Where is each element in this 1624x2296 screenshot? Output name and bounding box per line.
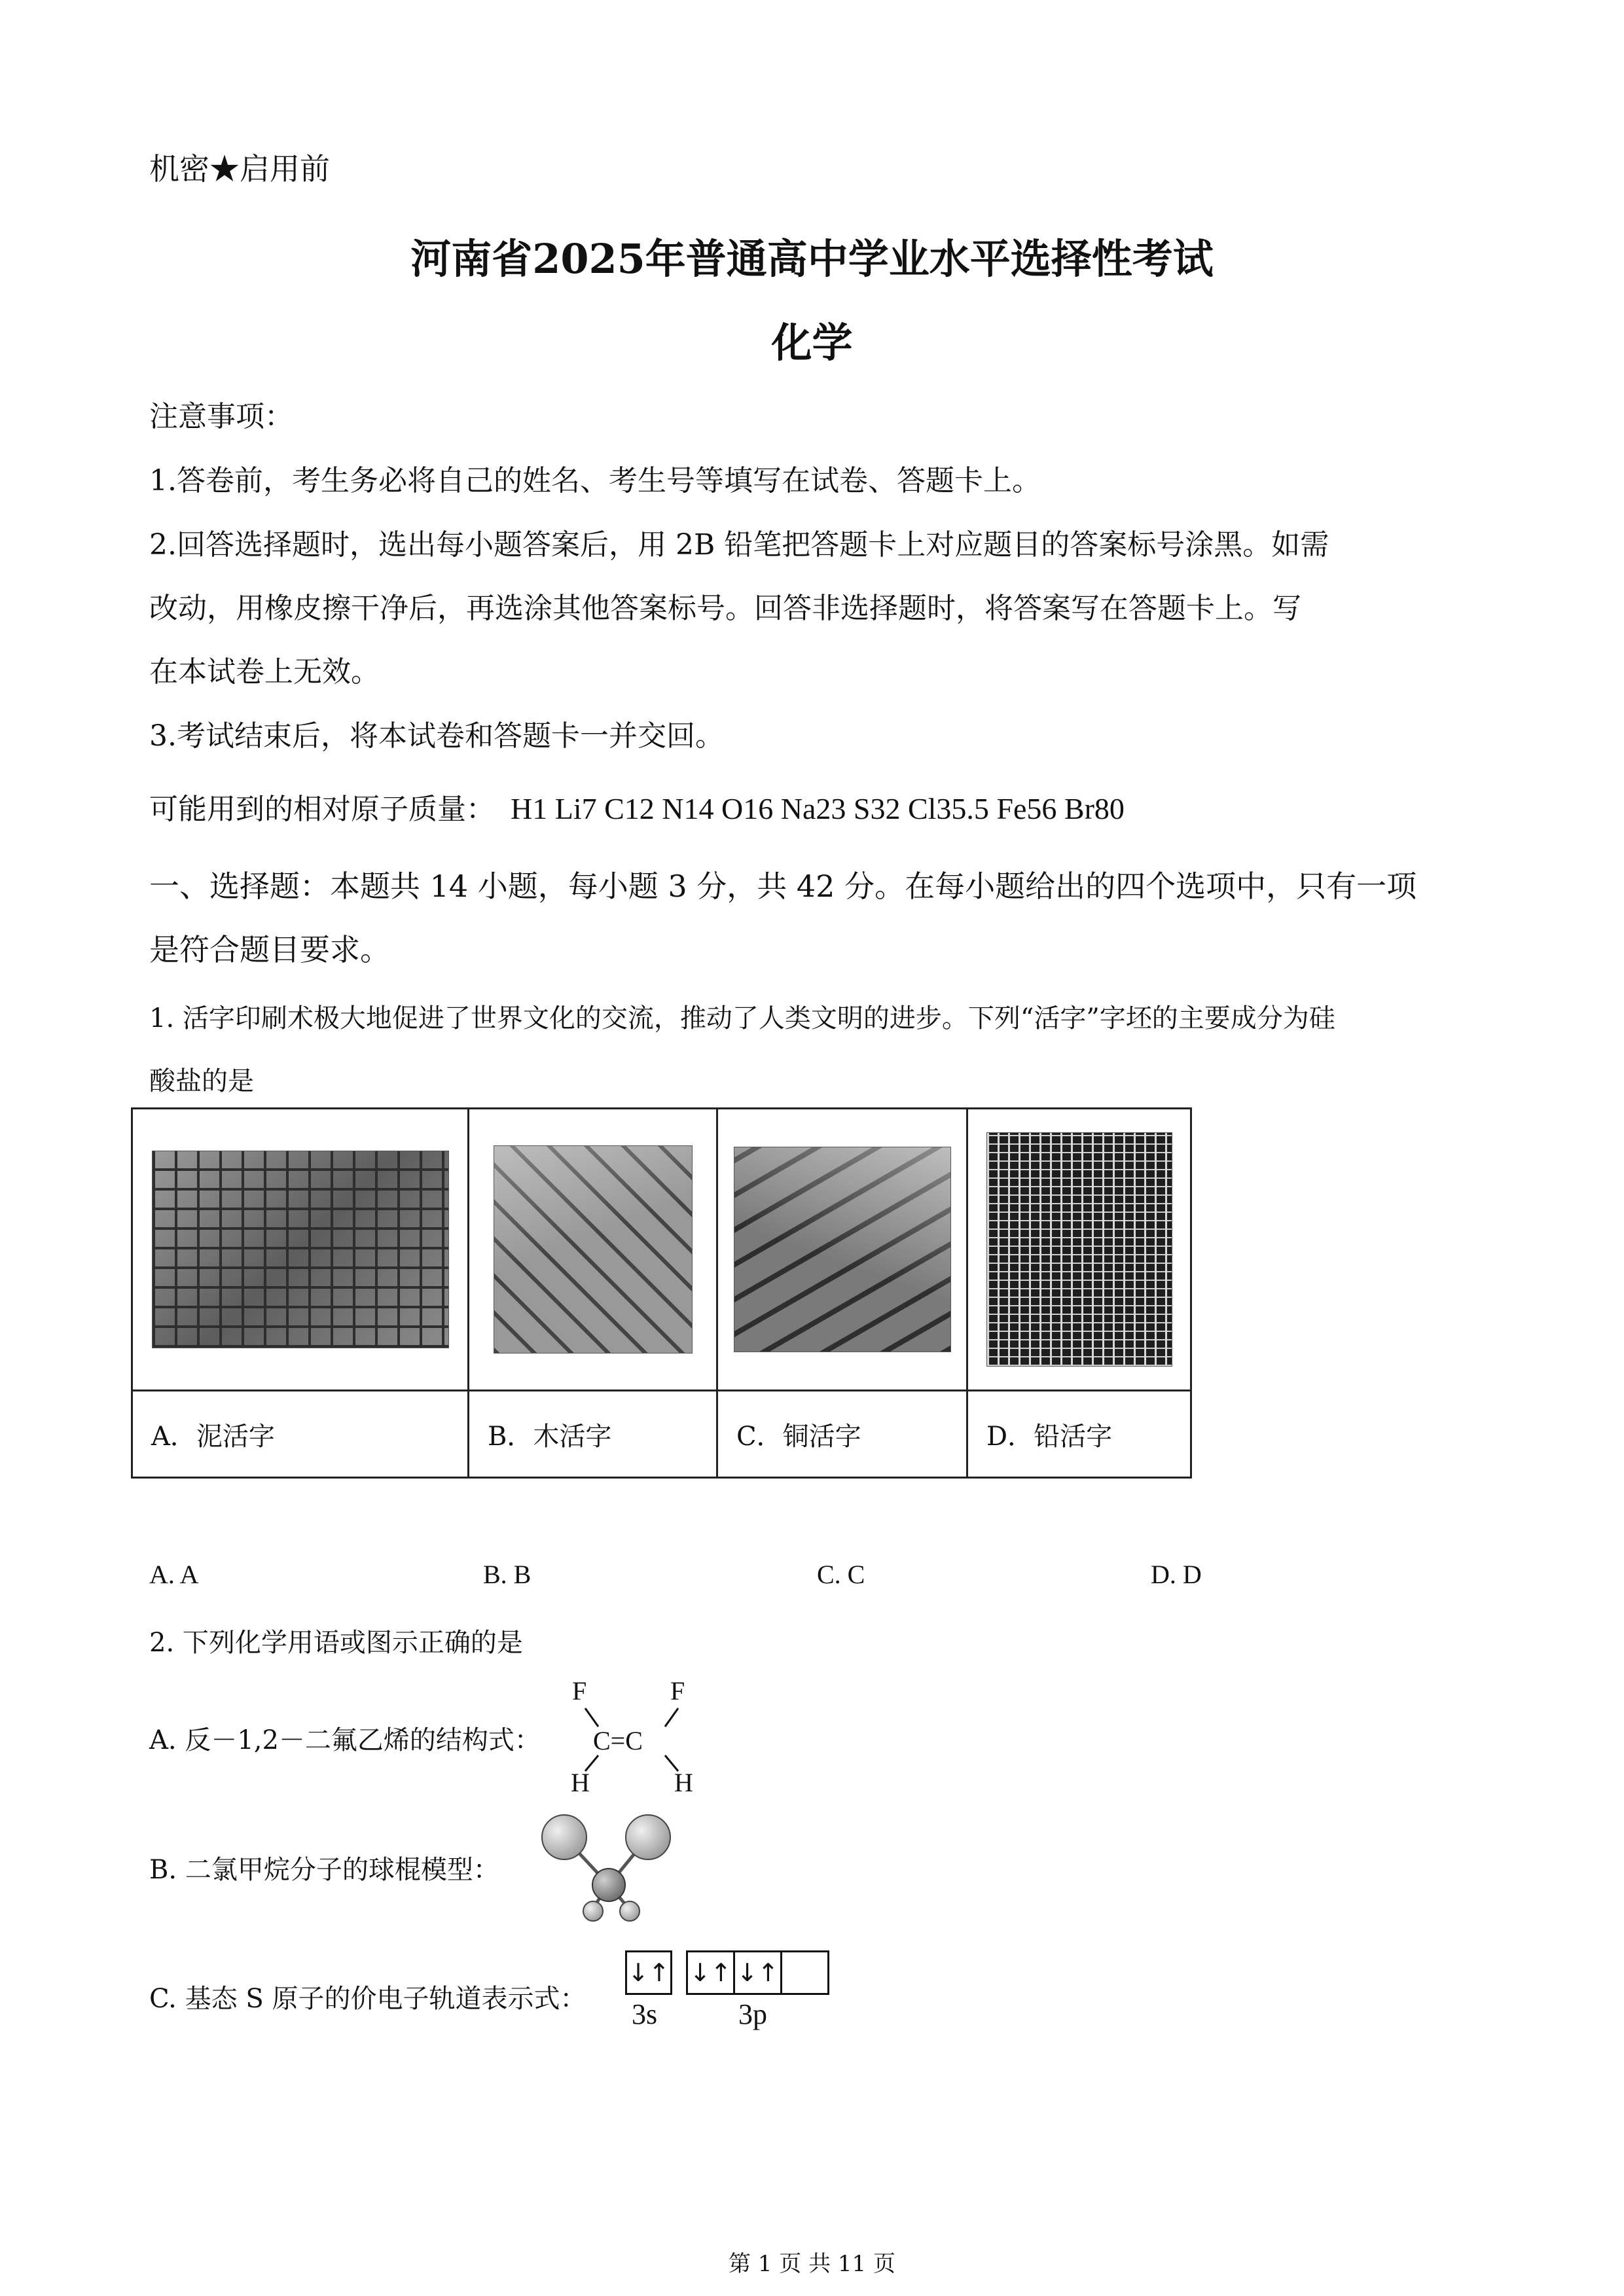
chlorine-atom (542, 1815, 586, 1859)
note-item-3: 3.考试结束后，将本试卷和答题卡一并交回。 (149, 719, 724, 753)
question-2-option-c: C. 基态 S 原子的价电子轨道表示式： (149, 1984, 586, 2014)
hydrogen-atom (620, 1901, 640, 1921)
atomic-masses-label: 可能用到的相对原子质量： (149, 793, 495, 826)
note-item-2: 2.回答选择题时，选出每小题答案后，用 2B 铅笔把答题卡上对应题目的答案标号涂黑。如需 (149, 528, 1329, 562)
atomic-masses-values: H1 Li7 C12 N14 O16 Na23 S32 Cl35.5 Fe56 Br80 (511, 792, 1125, 825)
note-item-1: 1.答卷前，考生务必将自己的姓名、考生号等填写在试卷、答题卡上。 (149, 464, 1041, 497)
orbital-box-3s: ↓↑ (625, 1950, 672, 1995)
ball-and-stick-model (530, 1803, 694, 1928)
notes-heading: 注意事项： (149, 400, 293, 433)
difluoroethylene-structure (564, 1676, 715, 1800)
option-a-label: A．泥活字 (132, 1391, 469, 1478)
option-c-label: C．铜活字 (717, 1391, 967, 1478)
orbital-label-3s: 3s (632, 1998, 658, 2030)
option-c-image-cell (717, 1109, 967, 1391)
question-2-stem: 2. 下列化学用语或图示正确的是 (149, 1628, 523, 1658)
question-2-option-b: B. 二氯甲烷分子的球棍模型： (149, 1855, 499, 1885)
answer-choice-c: C. C (817, 1560, 865, 1589)
answer-choice-d: D. D (1151, 1560, 1202, 1589)
subject-title: 化学 (771, 319, 853, 367)
question-1-stem: 1. 活字印刷术极大地促进了世界文化的交流，推动了人类文明的进步。下列“活字”字坯的主要成分为硅 (149, 1003, 1335, 1033)
option-a-image-cell (132, 1109, 469, 1391)
page-footer: 第 1 页 共 11 页 (729, 2251, 895, 2277)
chlorine-atom (626, 1815, 670, 1859)
hydrogen-left: H (571, 1768, 590, 1797)
question-1-option-table (131, 1107, 1192, 1479)
orbital-box-3p-3 (782, 1952, 827, 1993)
section-heading-cont: 是符合题目要求。 (149, 932, 390, 967)
carbon-atom (592, 1869, 625, 1901)
fluorine-right: F (670, 1676, 685, 1706)
confidential-mark: 机密★启用前 (149, 151, 330, 187)
note-item-2-cont: 改动，用橡皮擦干净后，再选涂其他答案标号。回答非选择题时，将答案写在答题卡上。写 (149, 592, 1301, 625)
option-b-label: B．木活字 (469, 1391, 717, 1478)
fluorine-left: F (572, 1676, 587, 1706)
answer-choice-b: B. B (483, 1560, 532, 1589)
orbital-label-3p: 3p (738, 1998, 767, 2030)
option-d-image-cell (967, 1109, 1191, 1391)
hydrogen-right: H (674, 1768, 693, 1797)
note-item-2-end: 在本试卷上无效。 (149, 655, 380, 689)
question-1-stem-cont: 酸盐的是 (149, 1066, 254, 1096)
answer-choice-a: A. A (149, 1560, 199, 1589)
section-heading: 一、选择题：本题共 14 小题，每小题 3 分，共 42 分。在每小题给出的四个选项中，只有一项 (149, 869, 1417, 904)
lead-type-image (986, 1132, 1172, 1367)
copper-type-image (734, 1147, 951, 1352)
hydrogen-atom (583, 1901, 603, 1921)
question-2-option-a: A. 反－1,2－二氟乙烯的结构式： (149, 1725, 541, 1755)
atomic-masses (149, 785, 1125, 827)
orbital-box-3p-2: ↓↑ (735, 1952, 782, 1993)
option-d-label: D．铅活字 (967, 1391, 1191, 1478)
carbon-double-bond: C=C (593, 1726, 643, 1755)
option-b-image-cell (469, 1109, 717, 1391)
clay-type-image (152, 1151, 449, 1348)
exam-title: 河南省2025年普通高中学业水平选择性考试 (410, 235, 1214, 283)
orbital-boxes-3p (686, 1950, 829, 1995)
wood-type-image (494, 1145, 693, 1354)
orbital-box-3p-1: ↓↑ (688, 1952, 735, 1993)
